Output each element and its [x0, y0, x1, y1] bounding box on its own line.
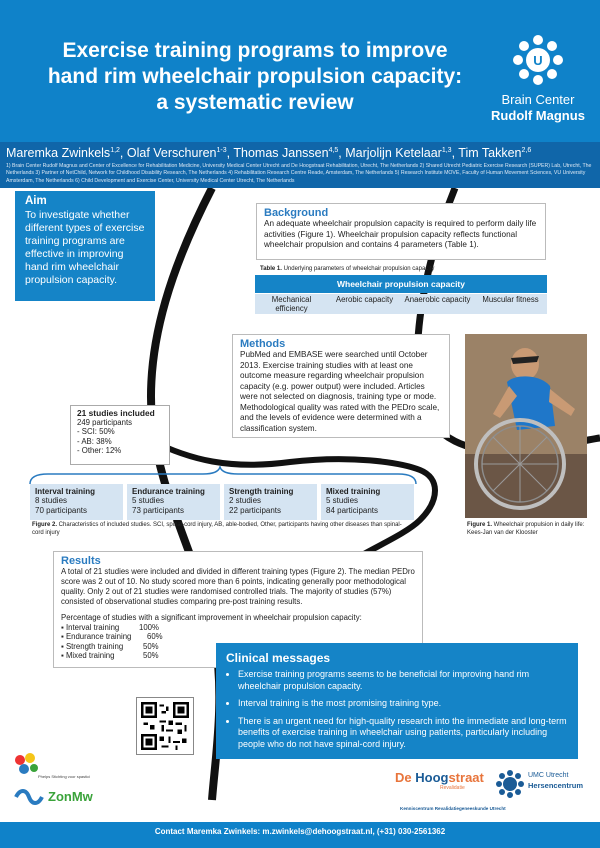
improvement-row: ▪ Mixed training 50% — [61, 651, 159, 661]
phelps-logo-text: Phelps Stichting voor spastici — [38, 774, 91, 779]
improvement-label: Interval training — [65, 623, 120, 632]
poster-title — [40, 38, 470, 116]
training-type-studies: 5 studies — [132, 496, 165, 505]
training-type-participants: 84 participants — [326, 506, 379, 515]
qr-code-icon — [141, 702, 189, 750]
background-text: An adequate wheelchair propulsion capacity is required to perform daily life activities (Figure 1). Wheelchair propulsion capacity reflects functional wheelchair propulsion and contains 4 parameters (Table 1). — [264, 219, 537, 249]
background-box — [256, 203, 546, 260]
training-type-name: Interval training — [35, 487, 96, 496]
figure1-caption-text: Wheelchair propulsion in daily life: Kees-Jan van der Klooster — [467, 522, 585, 536]
improvement-row: ▪ Endurance training 60% — [61, 632, 163, 642]
training-type-participants: 70 participants — [35, 506, 88, 515]
results-text: A total of 21 studies were included and divided in different training types (Figure 2). The median PEDro score was 2 out of 10. No study scored more than 6 points, indicating generally poor methodological quality. Only 2 out of 21 studies were randomised controlled trials. The majority of studies (57%) consisted of observational studies comparing pre-post training results. — [61, 567, 415, 606]
improvement-label: Endurance training — [65, 632, 132, 642]
author-affil: 2,6 — [521, 146, 532, 154]
studies-heading: 21 studies included — [77, 408, 155, 418]
clinical-item: • Interval training is the most promising training type. — [238, 698, 568, 710]
table1-header: Wheelchair propulsion capacity — [255, 275, 547, 293]
wheelchair-photo — [465, 334, 587, 518]
author-name: Marjolijn Ketelaar — [345, 146, 442, 160]
studies-group: - SCI: 50% — [77, 427, 115, 437]
improvement-row: ▪ Interval training 100% — [61, 623, 159, 632]
studies-group: - Other: 12% — [77, 446, 122, 456]
group-value: 38% — [96, 436, 112, 446]
contact-footer: Contact Maremka Zwinkels: m.zwinkels@dehoogstraat.nl, (+31) 030-2561362 — [0, 822, 600, 848]
training-type-name: Strength training — [229, 487, 294, 496]
aim-title: Aim — [25, 195, 47, 207]
hoogstraat-subtitle: Revalidatie — [440, 785, 465, 791]
training-type-studies: 2 studies — [229, 496, 262, 505]
title-line: a systematic review — [156, 91, 354, 114]
clinical-list — [226, 669, 568, 750]
methods-text: PubMed and EMBASE were searched until October 2013. Exercise training studies with at least one outcome measure regarding wheelchair propulsion capacity (e.g. power output) were included. Articles were not selected on diagnosis, training type or mode. Methodological quality was rated with the PEDro scale, and the levels of evidence were determined with a classification system. — [240, 350, 440, 433]
author-affil: 4,5 — [328, 146, 339, 154]
training-type-name: Mixed training — [326, 487, 381, 496]
studies-participants: 249 participants — [77, 418, 133, 427]
figure2-training-types — [30, 484, 414, 520]
improvement-value: 50% — [143, 651, 159, 661]
group-value: 50% — [99, 427, 115, 437]
figure2-caption-label: Figure 2. — [32, 522, 58, 528]
training-type-card — [224, 484, 317, 520]
svg-text:U: U — [533, 53, 543, 68]
methods-title: Methods — [240, 338, 286, 350]
author-affil: 1,3 — [441, 146, 452, 154]
hoogstraat-logo — [395, 770, 484, 785]
kenniscentrum-text: Kenniscentrum Revalidatiegeneeskunde Utrecht — [400, 806, 506, 811]
group-label: SCI: — [81, 427, 97, 437]
author-affil: 1-3 — [216, 146, 227, 154]
background-title: Background — [264, 207, 329, 219]
author-name: Tim Takken — [458, 146, 522, 160]
hoogstraat-word: Hoog — [415, 770, 449, 785]
table1-cell: Anaerobic capacity — [404, 295, 471, 304]
results-subheading: Percentage of studies with a significant improvement in wheelchair propulsion capacity: — [61, 613, 362, 622]
improvement-label: Mixed training — [65, 651, 115, 661]
group-label: AB: — [81, 436, 94, 446]
table1-caption-text: Underlying parameters of wheelchair propulsion capacity — [281, 266, 435, 272]
umc-line1: UMC Utrecht — [528, 772, 569, 779]
figure2-caption-text: Characteristics of included studies. SCI, spinal-cord injury, AB, able-bodied, Other, participants having other diseases than spinal-cord injury — [32, 522, 402, 536]
logo-brain-center: Brain Center — [501, 92, 575, 107]
figure2-caption — [32, 522, 412, 537]
author-name: Thomas Janssen — [233, 146, 329, 160]
clinical-messages-box — [216, 643, 578, 759]
aim-box — [15, 191, 155, 301]
training-type-studies: 5 studies — [326, 496, 359, 505]
hoogstraat-word: straat — [448, 770, 484, 785]
group-value: 12% — [105, 446, 122, 456]
title-line: Exercise training programs to improve — [62, 39, 448, 62]
aim-text: To investigate whether different types of exercise training programs are effective in improving hand rim wheelchair propulsion capacity. — [25, 209, 145, 286]
zonmw-logo-icon — [14, 787, 44, 807]
table1-caption — [260, 266, 434, 272]
training-type-participants: 22 participants — [229, 506, 282, 515]
clinical-title: Clinical messages — [226, 651, 331, 665]
table1-row — [255, 294, 547, 314]
affiliations: 1) Brain Center Rudolf Magnus and Center of Excellence for Rehabilitation Medicine, University Medical Center Utrecht and De Hoogstraat Rehabilitation, Utrecht, The Netherlands 2) Shared Utrecht Pediatric Exercise Research (SUPER) Lab, Utrecht, The Netherlands 3) Partner of NetChild, Network for Childhood Disability Research, The Netherlands 4) Rehabilitation Research Centre Reade, Amsterdam, The Netherlands 5) Research Institute MOVE, Faculty of Human Movement Sciences, VU University Amsterdam, The Netherlands 6) Child Development and Exercise Center, University Medical Center Utrecht, The Netherlands — [6, 163, 592, 184]
table1-cell: Muscular fitness — [482, 295, 539, 304]
results-title: Results — [61, 555, 101, 567]
author-name: Maremka Zwinkels — [6, 146, 111, 160]
improvement-label: Strength training — [65, 641, 124, 651]
hoogstraat-word: De — [395, 770, 416, 785]
title-line: hand rim wheelchair propulsion capacity: — [47, 65, 463, 88]
improvement-value: 50% — [143, 641, 159, 651]
improvement-value: 100% — [139, 623, 159, 632]
figure1-caption — [467, 521, 592, 537]
training-type-participants: 73 participants — [132, 506, 185, 515]
umc-line2: Hersencentrum — [528, 781, 584, 790]
table1-cell: Aerobic capacity — [335, 295, 394, 304]
wheelchair-athlete-illustration — [465, 334, 587, 518]
logo-rudolf-magnus: Rudolf Magnus — [491, 108, 585, 123]
training-type-card — [127, 484, 220, 520]
studies-summary — [70, 405, 170, 465]
author-name: Olaf Verschuren — [126, 146, 217, 160]
improvement-row: ▪ Strength training 50% — [61, 641, 159, 651]
phelps-logo-icon — [12, 752, 40, 778]
clinical-item: • There is an urgent need for high-quality research into the immediate and long-term benefits of exercise training in wheelchair using patients, particularly including people who do not have spinal-cord injury. — [238, 716, 568, 751]
clinical-item: • Exercise training programs seems to be beneficial for improving hand rim wheelchair propulsion capacity. — [238, 669, 568, 692]
table1-caption-label: Table 1. — [260, 266, 282, 272]
qr-code[interactable] — [136, 697, 194, 755]
improvement-value: 60% — [147, 632, 163, 642]
brace-connector — [28, 466, 418, 486]
author-affil: 1,2 — [110, 146, 120, 154]
figure1-caption-label: Figure 1. — [467, 522, 493, 528]
training-type-card — [30, 484, 123, 520]
table1-cell: Mechanical efficiency — [271, 295, 312, 313]
zonmw-logo-text: ZonMw — [48, 789, 93, 804]
author-list: Maremka Zwinkels$^{1,2}$, Olaf Verschuren$^{1-3}$, Thomas Janssen$^{4,5}$, Marjolijn Ketelaar$^{1,3}$, Tim Takken$^{2,6}$ — [6, 146, 532, 160]
training-type-card — [321, 484, 414, 520]
umc-logo-icon — [496, 770, 524, 798]
studies-group: - AB: 38% — [77, 436, 112, 446]
group-label: Other: — [81, 446, 104, 456]
brain-center-logo-icon — [510, 32, 566, 88]
methods-box — [232, 334, 450, 438]
training-type-studies: 8 studies — [35, 496, 68, 505]
training-type-name: Endurance training — [132, 487, 205, 496]
